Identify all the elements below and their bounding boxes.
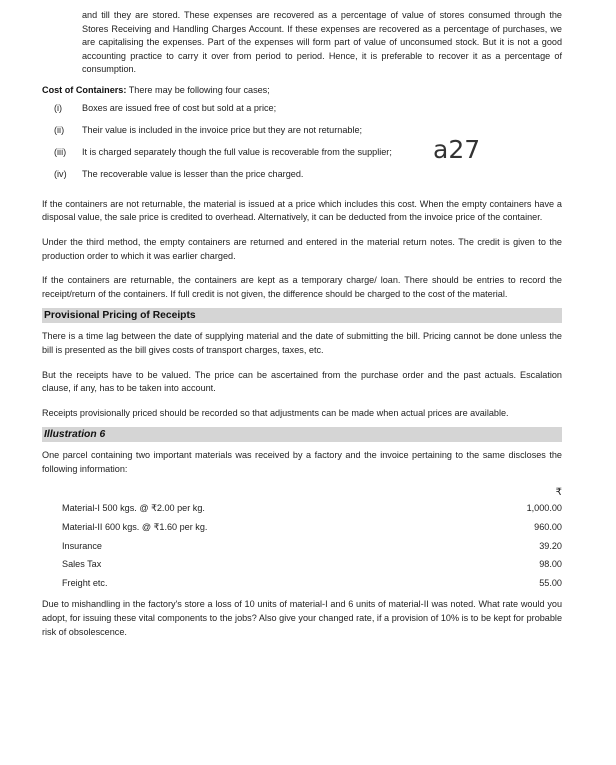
table-row xyxy=(62,540,562,559)
table-row xyxy=(62,502,562,521)
containers-paragraph-1: If the containers are not returnable, the material is issued at a price which includes this cost. When the empty containers have a disposal value, the sale price is credited to overhead. Alternatively, it can be deducted from the invoice price of the container. xyxy=(42,198,562,223)
document-page xyxy=(42,9,562,639)
table-cell-value: 960.00 xyxy=(534,522,562,533)
cost-of-containers-title: Cost of Containers: xyxy=(42,84,127,95)
table-cell-label: Material-I 500 kgs. @ ₹2.00 per kg. xyxy=(62,503,205,514)
table-cell-value: 39.20 xyxy=(539,540,562,551)
provisional-pricing-heading: Provisional Pricing of Receipts xyxy=(42,308,562,323)
provisional-paragraph-2: But the receipts have to be valued. The price can be ascertained from the purchase order and the past actuals. Escalation clause, if any, has to be taken into account. xyxy=(42,369,562,394)
table-row xyxy=(62,577,562,596)
table-cell-label: Insurance xyxy=(62,540,102,551)
table-cell-value: 1,000.00 xyxy=(526,503,562,514)
table-row xyxy=(62,558,562,577)
cost-of-containers-lead: There may be following four cases; xyxy=(126,84,270,95)
table-cell-value: 98.00 xyxy=(539,559,562,570)
list-item-number: (ii) xyxy=(54,124,65,135)
list-item-number: (iii) xyxy=(54,147,67,158)
rupee-symbol: ₹ xyxy=(555,487,562,499)
containers-paragraph-3: If the containers are returnable, the containers are kept as a temporary charge/ loan. There should be entries to record the receipt/return of the containers. If full credit is not given, the difference should be charged to the cost of the material. xyxy=(42,275,562,299)
list-item xyxy=(42,146,562,168)
table-row xyxy=(62,521,562,540)
list-item xyxy=(42,124,562,146)
cost-of-containers-heading xyxy=(42,84,562,98)
handwritten-annotation: a27 xyxy=(433,135,481,164)
list-item xyxy=(42,102,562,124)
intro-paragraph: and till they are stored. These expenses are recovered as a percentage of value of stores consumed through the Stores Receiving and Handling Charges Account. If these expenses are recovered as a percentage of purchases, we are capitalising the expenses. Part of the expenses will form part of value of unconsumed stock. But it is not a good accounting practice to carry it over from period to period. Hence, it is preferable to recover it as a percentage of consumption. xyxy=(82,10,562,75)
table-cell-value: 55.00 xyxy=(539,577,562,588)
illustration-intro: One parcel containing two important materials was received by a factory and the invoice pertaining to the same discloses the following information: xyxy=(42,450,562,474)
illustration-question: Due to mishandling in the factory's store a loss of 10 units of material-I and 6 units of material-II was noted. What rate would you adopt, for issuing these vital components to the jobs? Also give your changed rate, if a provision of 10% is to be kept for probable risk of obsolescence. xyxy=(42,599,562,637)
list-item-number: (iv) xyxy=(54,169,67,180)
list-item-number: (i) xyxy=(54,102,63,113)
list-item-text: Boxes are issued free of cost but sold at a price; xyxy=(82,102,277,113)
list-item xyxy=(42,168,562,190)
containers-paragraph-2: Under the third method, the empty containers are returned and entered in the material return notes. The credit is given to the production order to which it was earlier charged. xyxy=(42,236,562,261)
provisional-paragraph-3: Receipts provisionally priced should be recorded so that adjustments can be made when actual prices are available. xyxy=(42,407,509,418)
list-item-text: It is charged separately though the full value is recoverable from the supplier; xyxy=(82,147,392,158)
table-cell-label: Freight etc. xyxy=(62,577,108,588)
table-cell-label: Material-II 600 kgs. @ ₹1.60 per kg. xyxy=(62,522,208,533)
list-item-text: The recoverable value is lesser than the price charged. xyxy=(82,169,304,180)
table-cell-label: Sales Tax xyxy=(62,559,102,570)
illustration-heading: Illustration 6 xyxy=(42,427,562,442)
list-item-text: Their value is included in the invoice price but they are not returnable; xyxy=(82,124,363,135)
invoice-table xyxy=(42,486,562,595)
containers-case-list xyxy=(42,102,562,191)
provisional-paragraph-1: There is a time lag between the date of supplying material and the date of submitting the bill. Pricing cannot be done unless the bill is presented as the bill gives costs of transport charges, taxes, etc. xyxy=(42,331,562,355)
